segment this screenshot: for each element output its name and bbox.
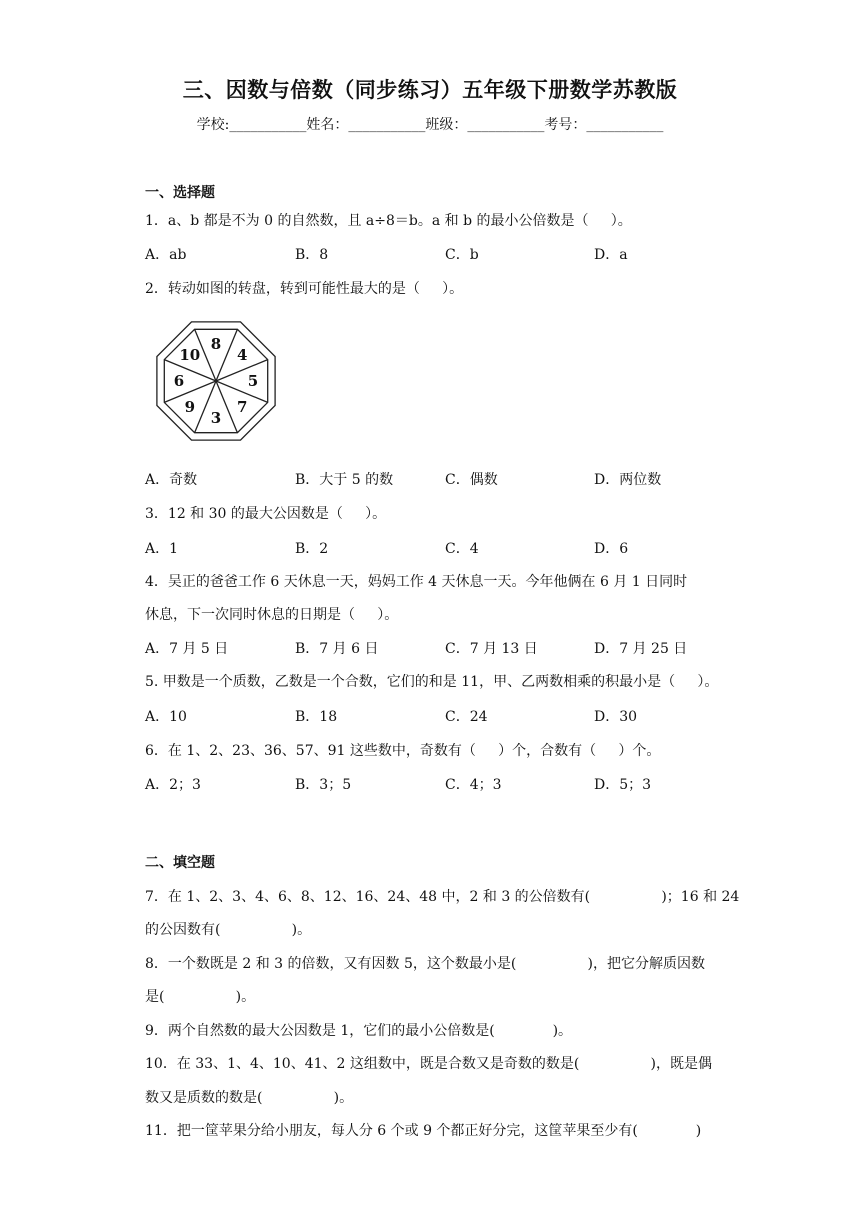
wheel-sector-label: 9 <box>184 398 196 417</box>
question-10-line-1: 10．在 33、1、4、10、41、2 这组数中，既是合数又是奇数的数是( )，既是偶 <box>145 1056 713 1072</box>
question-11-line-1: 11．把一筐苹果分给小朋友，每人分 6 个或 9 个都正好分完，这筐苹果至少有( ) <box>145 1123 702 1139</box>
question-6-options <box>145 774 745 794</box>
option-c: C．24 <box>445 709 488 725</box>
question-5-options <box>145 706 745 726</box>
wheel-sector-label: 5 <box>247 372 259 390</box>
option-a: A．7 月 5 日 <box>145 641 229 657</box>
question-1-options <box>145 244 745 264</box>
option-c: C．4 <box>445 541 479 557</box>
option-b: B．18 <box>295 709 338 725</box>
option-d: D．5；3 <box>594 777 652 793</box>
question-1: 1．a、b 都是不为 0 的自然数，且 a÷8＝b。a 和 b 的最小公倍数是（ ）。 <box>145 213 632 229</box>
question-4-continued: 休息，下一次同时休息的日期是（ ）。 <box>145 607 399 623</box>
question-2-options <box>145 469 745 489</box>
wheel-sector-label: 4 <box>236 345 248 364</box>
option-d: D．6 <box>594 541 629 557</box>
page-title: 三、因数与倍数（同步练习）五年级下册数学苏教版 <box>182 78 678 102</box>
option-b: B．大于 5 的数 <box>295 472 394 488</box>
question-2: 2．转动如图的转盘，转到可能性最大的是（ ）。 <box>145 281 464 297</box>
wheel-sector-label: 8 <box>210 335 222 353</box>
question-5: 5. 甲数是一个质数，乙数是一个合数，它们的和是 11，甲、乙两数相乘的积最小是（ ）。 <box>145 674 719 690</box>
wheel-sector-label: 3 <box>210 409 222 427</box>
option-d: D．两位数 <box>594 472 662 488</box>
question-8-line-1: 8．一个数既是 2 和 3 的倍数，又有因数 5，这个数最小是( )，把它分解质因数 <box>145 956 706 972</box>
question-7-line-1: 7．在 1、2、3、4、6、8、12、16、24、48 中，2 和 3 的公倍数有( )；16 和 24 <box>145 889 740 905</box>
wheel-sector-label: 7 <box>236 398 248 417</box>
option-a: A．10 <box>145 709 187 725</box>
question-8-line-2: 是( )。 <box>145 989 256 1005</box>
option-d: D．30 <box>594 709 638 725</box>
wheel-sector-label: 10 <box>179 345 201 364</box>
option-c: C．偶数 <box>445 472 498 488</box>
spinner-wheel-figure <box>148 315 284 447</box>
option-d: D．a <box>594 247 628 263</box>
section-heading-fill: 二、填空题 <box>145 855 215 871</box>
question-7-line-2: 的公因数有( )。 <box>145 922 312 938</box>
option-b: B．8 <box>295 247 329 263</box>
option-b: B．3；5 <box>295 777 352 793</box>
question-4-options <box>145 638 745 658</box>
question-4: 4．吴正的爸爸工作 6 天休息一天，妈妈工作 4 天休息一天。今年他俩在 6 月 1 日同时 <box>145 574 688 590</box>
student-info-line: 学校:___________姓名：___________班级：___________考号：___________ <box>196 117 664 133</box>
option-a: A．奇数 <box>145 472 198 488</box>
question-3: 3．12 和 30 的最大公因数是（ ）。 <box>145 506 387 522</box>
option-a: A．ab <box>145 247 187 263</box>
question-6: 6．在 1、2、23、36、57、91 这些数中，奇数有（ ）个，合数有（ ）个。 <box>145 743 661 759</box>
option-c: C．4；3 <box>445 777 502 793</box>
option-d: D．7 月 25 日 <box>594 641 688 657</box>
option-c: C．7 月 13 日 <box>445 641 538 657</box>
wheel-sector-label: 6 <box>173 372 185 390</box>
option-c: C．b <box>445 247 479 263</box>
question-9: 9．两个自然数的最大公因数是 1，它们的最小公倍数是( )。 <box>145 1023 573 1039</box>
option-a: A．1 <box>145 541 179 557</box>
question-3-options <box>145 538 745 558</box>
option-b: B．7 月 6 日 <box>295 641 379 657</box>
question-10-line-2: 数又是质数的数是( )。 <box>145 1090 354 1106</box>
option-b: B．2 <box>295 541 329 557</box>
section-heading-choice: 一、选择题 <box>145 185 215 201</box>
option-a: A．2；3 <box>145 777 201 793</box>
